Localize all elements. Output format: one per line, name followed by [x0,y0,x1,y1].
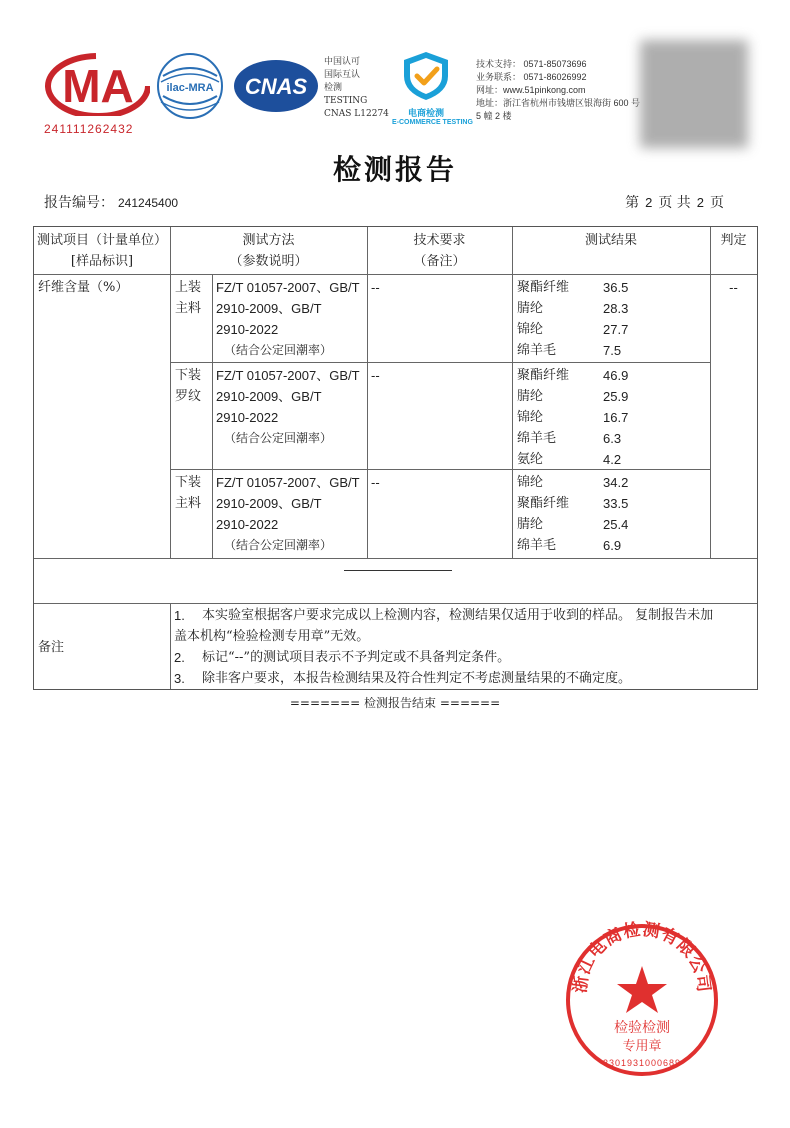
header-item [34,230,170,272]
part-line: 下装 [175,475,202,490]
fiber-value: 6.9 [603,538,622,553]
cert-line: 检测 [324,83,343,93]
requirement-value: -- [371,368,380,383]
part-line: 下装 [175,368,202,383]
contact-line: 业务联系： 0571-86026992 [476,72,587,82]
cnas-logo-text: CNAS [244,74,308,99]
fiber-value: 16.7 [603,410,629,425]
cma-logo [44,52,150,136]
ma-logo-text: MA [62,60,134,112]
remark-text: 盖本机构“检验检测专用章”无效。 [174,629,370,644]
method-line: 2910-2009、GB/T [216,389,322,404]
remark-text: 标记“--”的测试项目表示不予判定或不具备判定条件。 [202,650,511,665]
result-row [517,386,707,407]
fiber-value: 7.5 [603,343,622,358]
part-line: 上装 [175,280,202,295]
ecommerce-testing-logo [392,50,473,126]
item-name: 纤维含量（%） [38,280,129,295]
cert-line: 中国认可 [324,57,361,67]
sample-part [175,472,211,514]
header-req-label: 技术要求 [413,233,466,248]
result-row [517,277,707,298]
result-list [517,472,707,556]
sample-part [175,365,211,407]
header-method-label: 测试方法 [242,233,295,248]
method-note: （结合公定回潮率） [224,343,333,357]
header-item-label: 测试项目（计量单位） [36,233,167,248]
header-method-sub: （参数说明） [229,254,308,269]
cnas-logo [232,58,320,114]
header-judge [710,230,757,251]
result-row [517,493,707,514]
fiber-value: 25.4 [603,517,629,532]
seal-number: 3301931000689 [602,1058,682,1068]
fiber-value: 27.7 [603,322,629,337]
sample-part [175,277,211,319]
part-line: 主料 [175,301,202,316]
remark-num: 1. [174,608,185,623]
result-row [517,319,707,340]
test-method [216,277,368,361]
header-result [512,230,710,251]
result-row [517,472,707,493]
contact-line: 地址：浙江省杭州市钱塘区银海街 600 号 [476,98,641,108]
method-line: 2910-2009、GB/T [216,496,322,511]
header-requirement [367,230,512,272]
method-line: 2910-2022 [216,410,279,425]
remark-line [174,605,754,626]
cert-line: 国际互认 [324,70,361,80]
official-seal [562,920,722,1080]
header-result-label: 测试结果 [584,233,637,248]
header-req-sub: （备注） [413,254,466,269]
fiber-name: 腈纶 [517,517,544,532]
blank-row-divider [344,570,452,571]
report-number-label: 报告编号： [44,195,114,211]
cert-line: TESTING [324,96,368,106]
method-line: 2910-2022 [216,322,279,337]
remark-num: 2. [174,650,185,665]
accreditation-text [324,56,389,121]
fiber-name: 聚酯纤维 [517,280,570,295]
remark-line [174,647,754,668]
remark-text: 本实验室根据客户要求完成以上检测内容，检测结果仅适用于收到的样品。 复制报告未加 [202,608,714,623]
result-row [517,407,707,428]
ma-number: 241111262432 [44,122,134,136]
fiber-value: 34.2 [603,475,629,490]
header-item-sub: [样品标识] [70,254,134,269]
part-line: 主料 [175,496,202,511]
seal-line2: 专用章 [622,1039,662,1054]
report-number [44,192,178,212]
shield-label-en: E-COMMERCE TESTING [392,119,473,126]
fiber-name: 绵羊毛 [517,538,557,553]
requirement-value: -- [371,280,380,295]
report-number-value: 241245400 [118,196,179,210]
fiber-value: 46.9 [603,368,629,383]
page-indicator [625,192,724,212]
result-list [517,365,707,470]
method-line: 2910-2022 [216,517,279,532]
result-row [517,298,707,319]
page-total: 2 [696,195,704,210]
seal-org-name: 浙江电商检测有限公司 [570,920,714,995]
remarks-list [174,605,754,689]
header-method [170,230,367,272]
seal-line1: 检验检测 [614,1020,670,1036]
fiber-name: 锦纶 [517,410,544,425]
part-line: 罗纹 [175,389,202,404]
remarks-label: 备注 [38,640,65,655]
contact-line: 网址：www.51pinkong.com [476,85,586,95]
results-table [33,226,758,690]
fiber-value: 33.5 [603,496,629,511]
result-row [517,449,707,470]
fiber-name: 腈纶 [517,301,544,316]
fiber-name: 氨纶 [517,452,544,467]
requirement-value: -- [371,475,380,490]
fiber-name: 锦纶 [517,322,544,337]
contact-info [476,58,640,123]
shield-label-cn: 电商检测 [407,108,444,118]
fiber-name: 腈纶 [517,389,544,404]
remark-text: 除非客户要求，本报告检测结果及符合性判定不考虑测量结果的不确定度。 [202,671,632,686]
fiber-value: 25.9 [603,389,629,404]
report-end-marker: ======= 检测报告结束 ====== [289,696,501,710]
method-line: FZ/T 01057-2007、GB/T [216,475,360,490]
fiber-name: 聚酯纤维 [517,368,570,383]
method-line: FZ/T 01057-2007、GB/T [216,280,360,295]
page-middle: 页 共 [658,195,691,211]
remark-num: 3. [174,671,185,686]
remark-line [174,668,754,689]
fiber-name: 绵羊毛 [517,343,557,358]
fiber-value: 6.3 [603,431,622,446]
method-note: （结合公定回潮率） [224,538,333,552]
fiber-value: 28.3 [603,301,629,316]
method-line: 2910-2009、GB/T [216,301,322,316]
result-row [517,428,707,449]
shield-check-icon [392,50,460,102]
ilac-logo-text: ilac-MRA [166,82,214,94]
contact-line: 技术支持： 0571-85073696 [476,59,587,69]
result-row [517,340,707,361]
fiber-value: 4.2 [603,452,622,467]
contact-line: 5 幢 2 楼 [476,111,512,121]
test-method [216,365,368,449]
ilac-mra-logo [155,52,225,120]
result-list [517,277,707,361]
fiber-name: 聚酯纤维 [517,496,570,511]
fiber-value: 36.5 [603,280,629,295]
fiber-name: 绵羊毛 [517,431,557,446]
page-prefix: 第 [625,195,640,211]
blurred-qr-code [640,40,748,148]
result-row [517,535,707,556]
page-suffix: 页 [710,195,724,211]
star-icon [617,966,667,1013]
remark-line [174,626,754,647]
result-row [517,514,707,535]
header-judge-label: 判定 [720,233,747,248]
cert-line: CNAS L12274 [324,109,389,119]
page-title: 检测报告 [332,153,457,186]
method-line: FZ/T 01057-2007、GB/T [216,368,360,383]
test-method [216,472,368,556]
page-current: 2 [645,195,653,210]
method-note: （结合公定回潮率） [224,431,333,445]
judge-value: -- [729,280,738,295]
result-row [517,365,707,386]
fiber-name: 锦纶 [517,475,544,490]
